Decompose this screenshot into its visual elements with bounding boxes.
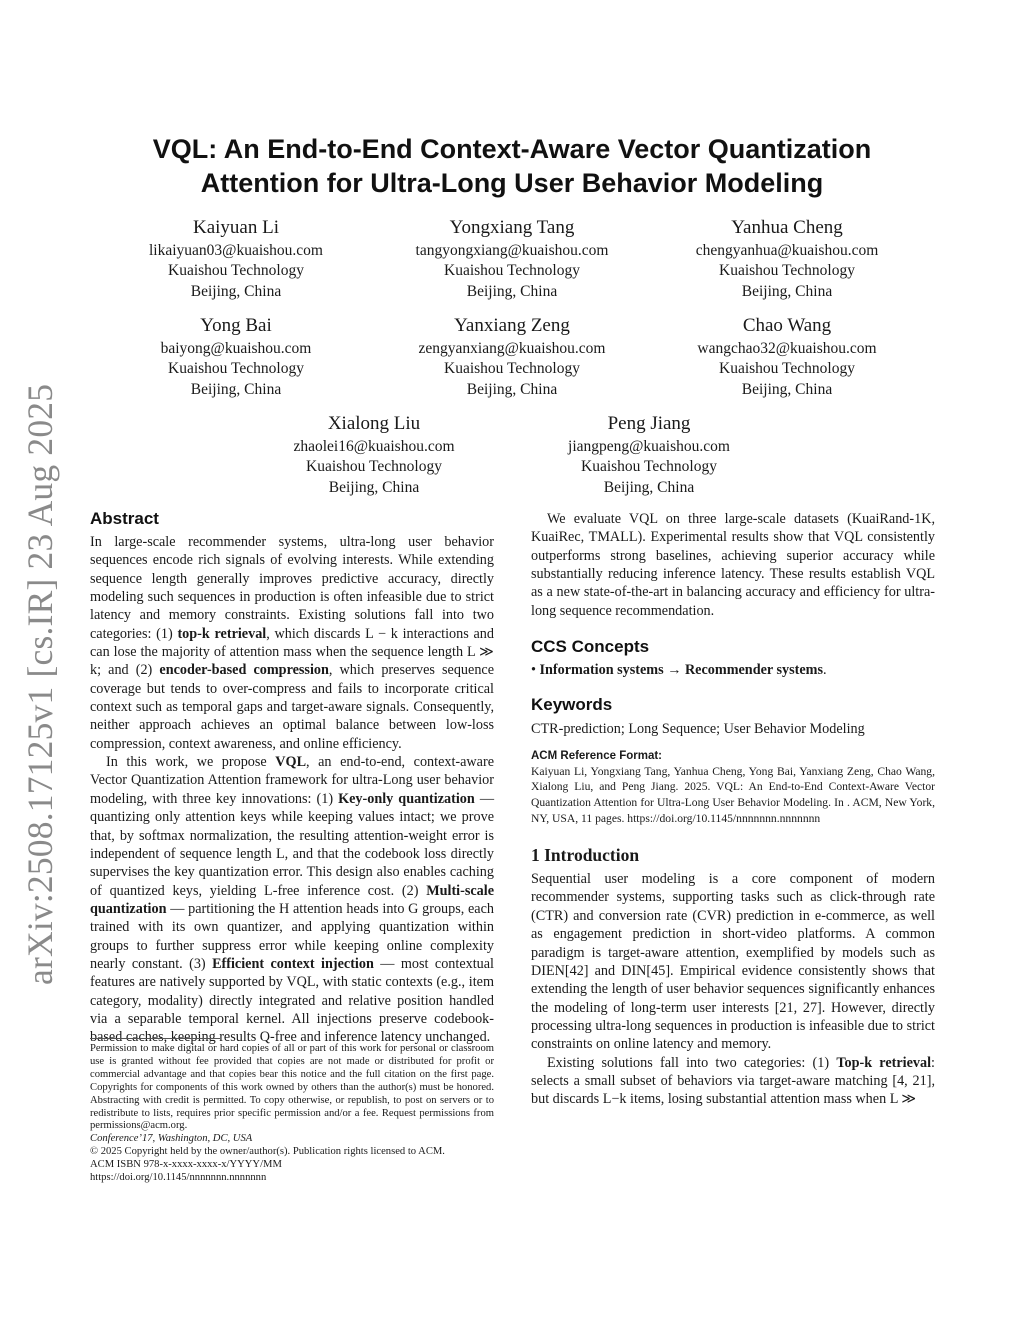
author-block [362,216,662,302]
author-email: chengyanhua@kuaishou.com [695,242,879,259]
author-email: zengyanxiang@kuaishou.com [418,340,606,357]
footnote-divider [90,1038,220,1039]
conference-line: Conference’17, Washington, DC, USA [90,1133,253,1145]
abstract-heading: Abstract [90,509,159,528]
abstract-paragraph-2: In this work, we propose VQL, an end-to-end, context-aware Vector Quantization Attention framework for ultra-Long user behavior modeling, with three key innovations: (1) Key-only quantization — quantizing only attention keys while keeping values intact; we prove that, by softmax normalization, the resulting attention-weight error is independent of sequence length L, and that the codebook loss directly supervises the key quantization error. This design also enables caching of quantized keys, yielding L-free inference cost. (2) Multi-scale quantization — partitioning the H attention heads into G groups, each trained with its own quantizer, and applying quantization within groups to further suppress error while keeping online complexity nearly constant. (3) Efficient context injection — most contextual features are natively supported by VQL, with static contexts (e.g., item category, modality) directly integrated and relative position handled via a separable temporal kernel. All injections preserve codebook-based caches, keeping results Q-free and inference latency unchanged. [90,754,495,1046]
author-affiliation: Kuaishou Technology [168,360,304,378]
author-block [362,314,662,400]
keywords-text: CTR-prediction; Long Sequence; User Behavior Modeling [531,721,865,738]
author-email: tangyongxiang@kuaishou.com [415,242,609,259]
permission-text: Permission to make digital or hard copies of all or part of this work for personal or classroom use is granted without fee provided that copies are not made or distributed for profit or commercial advantage and that copies bear this notice and the full citation on the first page. Copyrights for components of this work owned by others than the author(s) must be honored. Abstracting with credit is permitted. To copy otherwise, or republish, to post on servers or to redistribute to lists, requires prior specific permission and/or a fee. Request permissions from permissions@acm.org. [90,1043,494,1132]
author-block [86,216,386,302]
author-location: Beijing, China [603,478,695,496]
introduction-paragraph-2: Existing solutions fall into two categories: (1) Top-k retrieval: selects a small subset of behaviors via target-aware matching [4, 21], but discards L−k items, losing substantial attention mass when L ≫ [531,1054,935,1108]
author-location: Beijing, China [328,478,420,496]
author-affiliation: Kuaishou Technology [719,360,855,378]
author-block [637,216,937,302]
author-name: Yong Bai [200,315,272,336]
author-affiliation: Kuaishou Technology [444,262,580,280]
introduction-paragraph-1: Sequential user modeling is a core component of modern recommender systems, supporting tasks such as click-through rate (CTR) and conversion rate (CVR) prediction in e-commerce, as well as engagement prediction in short-video platforms. A common paradigm is target-aware attention, exemplified by models such as DIEN[42] and DIN[45]. Empirical evidence consistently shows that extending the length of user behavior sequences significantly enhances the modeling of long-term user interests [21, 27]. However, directly processing ultra-long sequences in production is infeasible due to strict constraints on online latency and memory. [531,871,935,1053]
author-affiliation: Kuaishou Technology [719,262,855,280]
isbn-line: ACM ISBN 978-x-xxxx-xxxx-x/YYYY/MM [90,1159,282,1171]
abstract-section [90,508,494,1047]
author-location: Beijing, China [466,282,558,300]
author-block [637,314,937,400]
right-column [531,510,935,1109]
author-name: Peng Jiang [607,413,691,434]
author-location: Beijing, China [466,380,558,398]
acm-reference-text: Kaiyuan Li, Yongxiang Tang, Yanhua Cheng, Yong Bai, Yanxiang Zeng, Chao Wang, Xialong Liu, and Peng Jiang. 2025. VQL: An End-to-End Context-Aware Vector Quantization Attention for Ultra-Long User Behavior Modeling. In . ACM, New York, NY, USA, 11 pages. https://doi.org/10.1145/nnnnnnn.nnnnnnn [531,764,935,825]
keywords-heading: Keywords [531,695,613,715]
author-name: Chao Wang [742,315,832,336]
paper-title [120,132,904,200]
author-affiliation: Kuaishou Technology [444,360,580,378]
acm-reference-heading: ACM Reference Format: [531,749,662,762]
author-affiliation: Kuaishou Technology [581,458,717,476]
author-location: Beijing, China [741,380,833,398]
author-block [86,314,386,400]
arxiv-identifier: arXiv:2508.17125v1 [cs.IR] 23 Aug 2025 [20,383,60,985]
author-email: zhaolei16@kuaishou.com [293,438,455,455]
permission-footnote [90,1038,494,1185]
author-location: Beijing, China [190,380,282,398]
ccs-concepts: • Information systems → Recommender systems. [531,662,827,679]
author-email: wangchao32@kuaishou.com [697,340,877,357]
author-name: Kaiyuan Li [192,217,279,238]
author-affiliation: Kuaishou Technology [306,458,442,476]
author-location: Beijing, China [741,282,833,300]
author-name: Yanxiang Zeng [454,315,570,336]
doi-link[interactable]: https://doi.org/10.1145/nnnnnnn.nnnnnnn [90,1172,267,1184]
author-block [224,412,524,498]
author-email: baiyong@kuaishou.com [160,340,312,357]
abstract-paragraph-1: In large-scale recommender systems, ultra-long user behavior sequences encode rich signals of evolving interests. While extending sequence length generally improves predictive accuracy, directly modeling such sequences in production is often infeasible due to strict latency and memory constraints. Existing solutions fall into two categories: (1) top-k retrieval, which discards L − k interactions and can lose the majority of attention mass when the sequence length L ≫ k; and (2) encoder-based compression, which preserves sequence coverage but tends to over-compress and fails to incorporate critical context such as temporal gaps and target-aware signals. Consequently, neither approach achieves an optimal balance between low-loss compression, context awareness, and online efficiency. [90,534,495,752]
copyright-line: © 2025 Copyright held by the owner/author(s). Publication rights licensed to ACM. [90,1146,445,1158]
author-name: Yanhua Cheng [731,217,843,238]
abstract-paragraph-3: We evaluate VQL on three large-scale datasets (KuaiRand-1K, KuaiRec, TMALL). Experimental results show that VQL consistently outperforms strong baselines, achieving superior accuracy while substantially reducing inference latency. These results establish VQL as a new state-of-the-art in balancing accuracy and efficiency for ultra-long sequence recommendation. [531,511,935,619]
author-name: Xialong Liu [327,413,421,434]
title-line-2: Attention for Ultra-Long User Behavior Modeling [200,168,824,198]
introduction-heading: 1 Introduction [531,845,640,866]
title-line-1: VQL: An End-to-End Context-Aware Vector Quantization [152,134,872,164]
author-block [499,412,799,498]
author-email: likaiyuan03@kuaishou.com [149,242,323,259]
author-location: Beijing, China [190,282,282,300]
author-name: Yongxiang Tang [449,217,575,238]
author-affiliation: Kuaishou Technology [168,262,304,280]
ccs-heading: CCS Concepts [531,637,650,657]
author-email: jiangpeng@kuaishou.com [568,438,730,455]
